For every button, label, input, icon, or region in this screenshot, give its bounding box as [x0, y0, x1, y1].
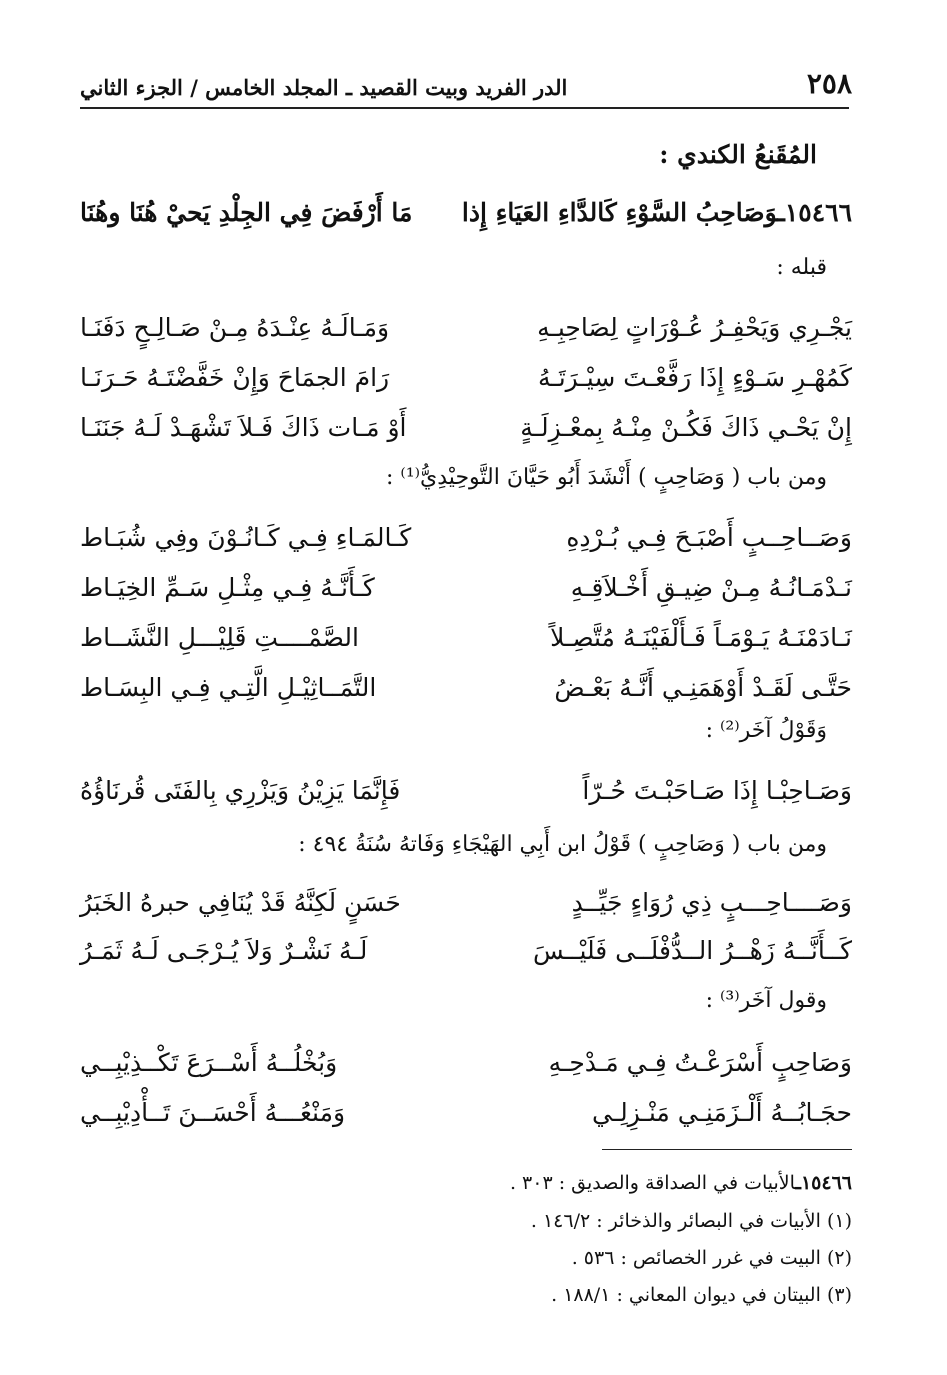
verse-line [80, 355, 852, 399]
footnote-text: الأبيات في البصائر والذخائر : ١٤٦/٢ . [530, 1210, 821, 1232]
first-hemistich: وَصَاحِبٍ أَسْرَعْـتُ فِـي مَـدْحِـهِ [548, 1047, 852, 1077]
before-label: قبله : [776, 255, 827, 280]
footnote-label: (١) [826, 1210, 852, 1232]
first-hemistich: حَتَّـى لَقَـدْ أَوْهَمَنِـي أَنَّـهُ بَعْـضُ [554, 672, 852, 702]
footnote-label: ١٥٤٦٦ـ [795, 1172, 852, 1194]
second-hemistich: وَبُخْلُــهُ أَسْــرَعَ تَكْــذِيْبِــي [80, 1047, 338, 1077]
verse-line [80, 305, 852, 349]
second-hemistich: كَـالمَـاءِ فِـي كَـانُـوْنَ وفِي شُبَـاط [80, 522, 412, 552]
first-hemistich: وَصَـاحِبْـا إِذَا صَـاحَبْـتَ حُـرّاً [582, 775, 852, 805]
running-title: الدر الفريد وبيت القصيد ـ المجلد الخامس / الجزء الثاني [80, 75, 568, 100]
first-hemistich: إِنْ يَحْـي ذَاكَ فَكُـنْ مِنْـهُ بِمعْـزِلَـةٍ [520, 412, 852, 442]
verse-line [80, 665, 852, 709]
section-intro: ومن باب ( وَصَاحِبٍ ) قَوْلُ ابن أَبِي الهَيْجَاءِ وَفَاتهُ سُنَةُ ٤٩٤ : [298, 832, 827, 857]
poet-heading: المُقَنعُ الكندي : [659, 140, 817, 169]
verse-line [80, 1040, 852, 1084]
first-hemistich: وَصَــــاحِـــبٍ ذِي رُوَاءٍ جَيِّــدٍ [571, 887, 852, 917]
footnote-label: (٣) [826, 1284, 852, 1306]
verse-line [80, 928, 852, 972]
first-hemistich: كَمُهْـرِ سَـوْءٍ إِذَا رَفَّعْـتَ سِيْـرَتَـهُ [537, 362, 852, 392]
footnote-text: البيت في غرر الخصائص : ٥٣٦ . [571, 1247, 821, 1269]
second-hemistich: وَمَنْعُـــهُ أَحْسَــنَ تَــأْدِيْبِــي [80, 1097, 346, 1127]
footnote [120, 1284, 852, 1306]
verse-line [80, 768, 852, 812]
first-hemistich: وَصَــاحِــبٍ أَصْبَـحَ فِـي بُـرْدِهِ [566, 522, 852, 552]
verse-line [80, 880, 852, 924]
first-hemistich: كَــأَنَّــهُ زَهْــرُ الــدُّفْلَــى فَلَيْــسَ [532, 935, 852, 965]
section-intro: ومن باب ( وَصَاحِبٍ ) أَنْشَدَ أَبُو حَيَّانَ التَّوحِيْدِيُّ⁽¹⁾ : [386, 465, 827, 490]
second-hemistich: حَسَنٍ لَكِنَّهُ قَدْ يُنَافِي حبرهُ الخَبَرُ [80, 887, 401, 917]
footnote-rule [602, 1149, 852, 1150]
second-hemistich: التَّمَــاثِيْـلِ الَّتِـي فِـي البِسَـاط [80, 672, 377, 702]
second-hemistich: كَـأَنَّـهُ فِـي مِثْـلِ سَـمِّ الخِيَـاط [80, 572, 375, 602]
first-hemistich: نَـدْمَـانُـهُ مِـنْ ضِيـقِ أَخْـلاَقِـهِ [570, 572, 852, 602]
entry-number: ١٥٤٦٦ـ [777, 197, 852, 227]
first-hemistich: يَجْـرِي وَيَحْفِـرُ عُـوْرَاتٍ لِصَاحِبِـهِ [537, 312, 852, 342]
footnote [120, 1247, 852, 1269]
second-hemistich: أَوْ مَـات ذَاكَ فَـلاَ تَشْهَـدْ لَـهُ جَنَنَـا [80, 412, 407, 442]
main-entry-verse [80, 190, 852, 234]
footnote [120, 1172, 852, 1194]
second-hemistich: وَمَـالَـهُ عِنْـدَهُ مِـنْ صَـالِـحٍ دَفَنَـا [80, 312, 390, 342]
second-hemistich: رَامَ الجمَاحَ وَإِنْ خَفَّضْتَـهُ حَـرَنَـا [80, 362, 390, 392]
main-entry-second-hemistich: مَا أَرْفَضَ فِي الجِلْدِ يَحيْ هُنَا وهُنَا [80, 197, 413, 227]
verse-line [80, 515, 852, 559]
verse-line [80, 565, 852, 609]
footnote-label: (٢) [826, 1247, 852, 1269]
header-rule [80, 107, 849, 109]
verse-line [80, 1090, 852, 1134]
main-entry-first-hemistich: ١٥٤٦٦ـوَصَاحِبُ السَّوْءِ كَالدَّاءِ العَيَاءِ إِذا [461, 197, 852, 227]
section-intro: وَقَوْلُ آخَر⁽²⁾ : [705, 718, 827, 743]
footnote-text: البيتان في ديوان المعاني : ١٨٨/١ . [551, 1284, 821, 1306]
section-intro: وقول آخَر⁽³⁾ : [705, 988, 827, 1013]
verse-line [80, 615, 852, 659]
first-hemistich: حجَـابُــهُ أَلْـزَمَنِـي مَنْـزِلِـي [591, 1097, 852, 1127]
verse-line [80, 405, 852, 449]
page-header [80, 55, 852, 100]
page-number: ٢٥٨ [806, 67, 852, 100]
footnote [120, 1210, 852, 1232]
second-hemistich: لَـهُ نَشْـرٌ وَلاَ يُـرْجَـى لَـهُ ثَمَـرُ [80, 935, 368, 965]
second-hemistich: الصَّمْــــتِ قَلِيْـــلِ النَّشَــاط [80, 622, 359, 652]
second-hemistich: فَإِنَّمَا يَزِيْنُ وَيَزْرِي بِالفَتَى قُرنَاؤُهُ [80, 775, 401, 805]
first-hemistich: نَـادَمْنَـهُ يَـوْمَـاً فَـأَلْفَيْنَـهُ مُتَّصِـلاً [550, 622, 852, 652]
footnote-text: الأبيات في الصداقة والصديق : ٣٠٣ . [509, 1172, 796, 1194]
